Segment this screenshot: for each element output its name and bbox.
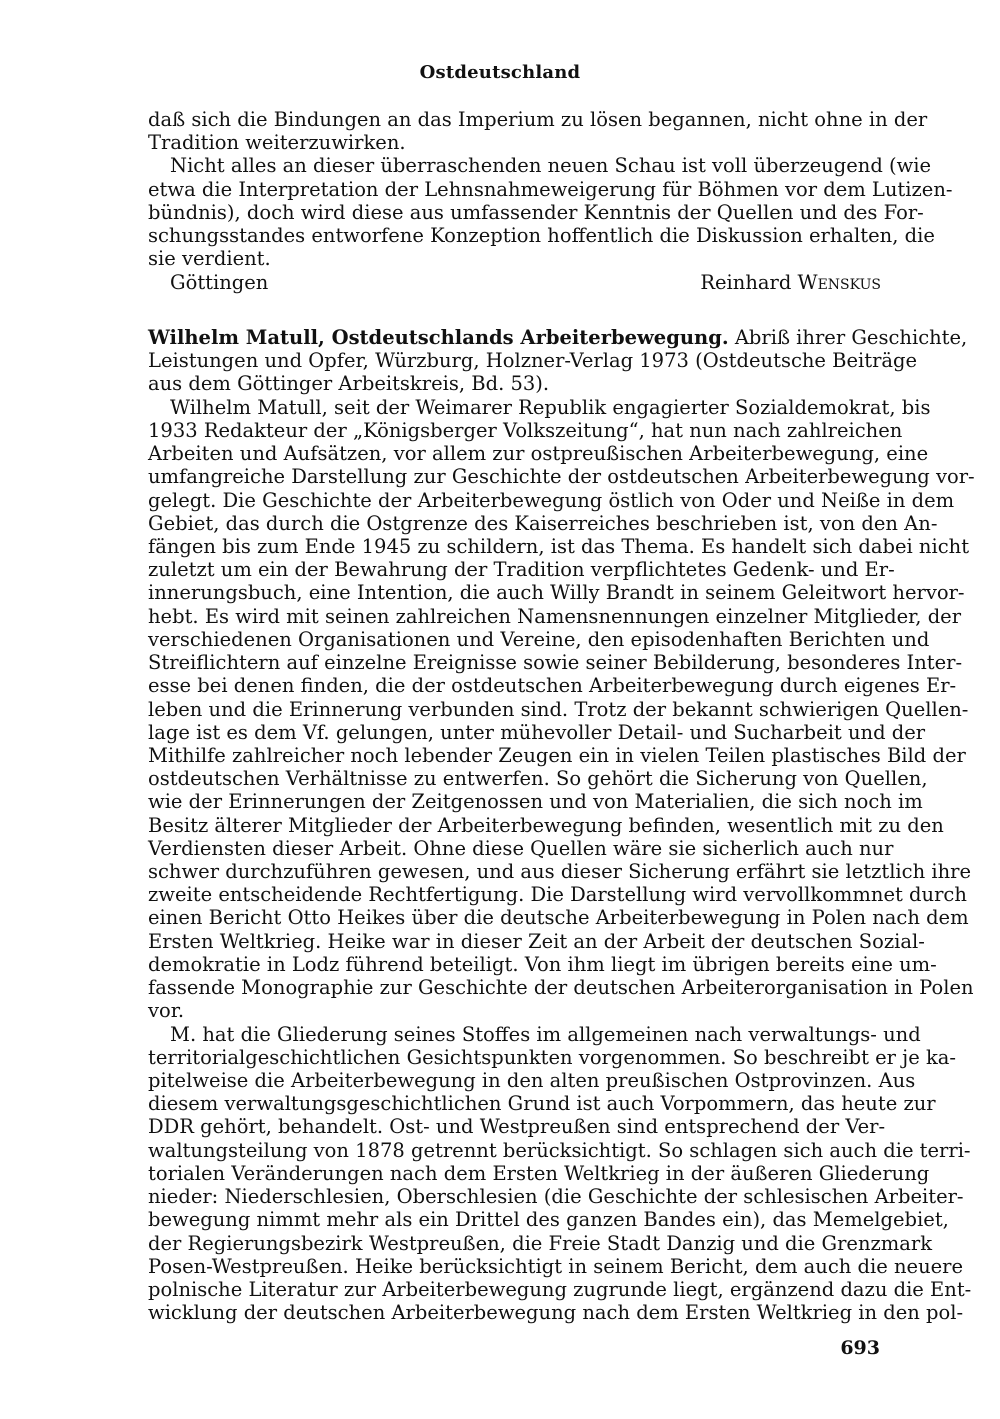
text-line: Mithilfe zahlreicher noch lebender Zeugen ein in vielen Teilen plastisches Bild der [148,743,966,767]
text-line: Verdiensten dieser Arbeit. Ohne diese Quellen wäre sie sicherlich auch nur [148,836,894,860]
text-line: aus dem Göttinger Arbeitskreis, Bd. 53). [148,372,550,396]
text-line: sie verdient. [148,247,271,271]
text-line: 1933 Redakteur der „Königsberger Volkszeitung“, hat nun nach zahlreichen [148,418,903,442]
text-line: demokratie in Lodz führend beteiligt. Von ihm liegt im übrigen bereits eine um- [148,952,937,976]
text-line: Gebiet, das durch die Ostgrenze des Kaiserreiches beschrieben ist, von den An- [148,511,938,535]
text-line: einen Bericht Otto Heikes über die deutsche Arbeiterbewegung in Polen nach dem [148,906,969,930]
running-head: Ostdeutschland [419,62,581,83]
text-line: nieder: Niederschlesien, Oberschlesien (die Geschichte der schlesischen Arbeiter- [148,1185,964,1209]
text-line: pitelweise die Arbeiterbewegung in den alten preußischen Ostprovinzen. Aus [148,1069,916,1092]
text-line: Tradition weiterzuwirken. [148,131,406,155]
text-line: fassende Monographie zur Geschichte der deutschen Arbeiterorganisation in Polen [148,976,974,1000]
text-line: etwa die Interpretation der Lehnsnahmeweigerung für Böhmen vor dem Lutizen- [148,177,953,201]
text-line: fängen bis zum Ende 1945 zu schildern, ist das Thema. Es handelt sich dabei nicht [148,534,970,558]
text-line: wicklung der deutschen Arbeiterbewegung nach dem Ersten Weltkrieg in den pol- [148,1301,964,1325]
book-title: Wilhelm Matull, Ostdeutschlands Arbeiterbewegung. [148,326,729,349]
text-line: schungsstandes entworfene Konzeption hoffentlich die Diskussion erhalten, die [148,224,935,248]
text-line: territorialgeschichtlichen Gesichtspunkten vorgenommen. So beschreibt er je ka- [148,1045,956,1069]
text-line: Nicht alles an dieser überraschenden neuen Schau ist voll überzeugend (wie [170,154,932,178]
bibliographic-heading [148,326,968,349]
text-line: leben und die Erinnerung verbunden sind. Trotz der bekannt schwierigen Quellen- [148,697,969,721]
text-line: bewegung nimmt mehr als ein Drittel des ganzen Bandes ein), das Memelgebiet, [148,1208,949,1232]
text-line: Posen-Westpreußen. Heike berücksichtigt in seinem Bericht, dem auch die neuere [148,1254,964,1278]
text-line: polnische Literatur zur Arbeiterbewegung zugrunde liegt, ergänzend dazu die Ent- [148,1277,972,1301]
text-line: wie der Erinnerungen der Zeitgenossen und von Materialien, die sich noch im [148,790,923,814]
signoff-place: Göttingen [170,270,269,294]
text-line: vor. [148,999,185,1023]
text-line: der Regierungsbezirk Westpreußen, die Freie Stadt Danzig und die Grenzmark [148,1231,933,1255]
text-line: Leistungen und Opfer, Würzburg, Holzner-Verlag 1973 (Ostdeutsche Beiträge [148,349,918,373]
text-line: Wilhelm Matull, seit der Weimarer Republik engagierter Sozialdemokrat, bis [170,395,931,419]
prior-review-ending [148,108,953,294]
text-line: umfangreiche Darstellung zur Geschichte der ostdeutschen Arbeiterbewegung vor- [148,465,975,489]
text-line: Besitz älterer Mitglieder der Arbeiterbewegung befinden, wesentlich mit zu den [148,813,944,837]
text-line: innerungsbuch, eine Intention, die auch Willy Brandt in seinem Geleitwort hervor- [148,581,965,605]
text-line: hebt. Es wird mit seinen zahlreichen Namensnennungen einzelner Mitglieder, der [148,604,962,628]
text-line: schwer durchzuführen gewesen, und aus dieser Sicherung erfährt sie letztlich ihre [148,860,972,884]
text-line: DDR gehört, behandelt. Ost- und Westpreußen sind entsprechend der Ver- [148,1115,886,1139]
text-line: zuletzt um ein der Bewahrung der Tradition verpflichtetes Gedenk- und Er- [148,558,895,582]
text-line: diesem verwaltungsgeschichtlichen Grund ist auch Vorpommern, das heute zur [148,1092,936,1116]
text-line: waltungsteilung von 1878 getrennt berücksichtigt. So schlagen sich auch die terri- [148,1138,971,1162]
reviewer-first-name: Reinhard [700,270,798,294]
bibliographic-details [148,349,918,396]
text-line: gelegt. Die Geschichte der Arbeiterbewegung östlich von Oder und Neiße in dem [148,488,955,512]
text-line: Streiflichtern auf einzelne Ereignisse sowie seiner Bebilderung, besonderes Inter- [148,651,963,675]
text-line: esse bei denen finden, die der ostdeutschen Arbeiterbewegung durch eigenes Er- [148,674,957,698]
text-line: M. hat die Gliederung seines Stoffes im allgemeinen nach verwaltungs- und [170,1022,921,1046]
text-line: verschiedenen Organisationen und Vereine, den episodenhaften Berichten und [148,627,930,651]
review-signoff [148,271,881,294]
review-body [148,395,975,1325]
text-line: bündnis), doch wird diese aus umfassender Kenntnis der Quellen und des For- [148,200,924,224]
text-line: daß sich die Bindungen an das Imperium zu lösen begannen, nicht ohne in der [148,108,928,131]
text-line: Ersten Weltkrieg. Heike war in dieser Zeit an der Arbeit der deutschen Sozial- [148,929,925,953]
text-line: ostdeutschen Verhältnisse zu entwerfen. So gehört die Sicherung von Quellen, [148,767,928,791]
reviewer-name [700,271,881,294]
text-line: torialen Veränderungen nach dem Ersten Weltkrieg in der äußeren Gliederung [148,1161,930,1185]
page-number: 693 [840,1337,880,1359]
text-line: Arbeiten und Aufsätzen, vor allem zur ostpreußischen Arbeiterbewegung, eine [148,442,929,466]
prior-review-lines [148,108,953,271]
reviewer-last-name: Wenskus [797,270,881,294]
book-review [148,326,975,1325]
text-line: zweite entscheidende Rechtfertigung. Die Darstellung wird vervollkommnet durch [148,883,967,907]
book-subtitle-start: Abriß ihrer Geschichte, [728,326,968,349]
text-line: lage ist es dem Vf. gelungen, unter mühevoller Detail- und Sucharbeit und der [148,720,926,744]
